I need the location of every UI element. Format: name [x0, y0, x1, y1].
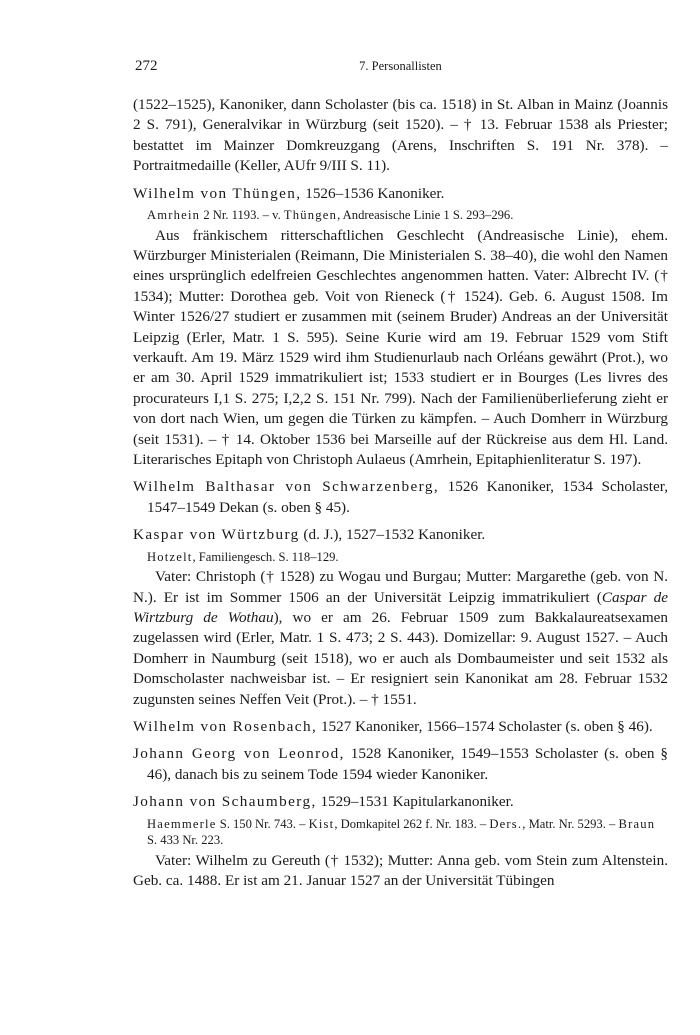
page-number: 272: [135, 58, 158, 74]
entry-heading: [133, 525, 668, 545]
page-header: [133, 58, 668, 80]
entry-heading: [133, 184, 668, 204]
person-name: Wilhelm Balthasar von Schwarzenberg,: [133, 478, 440, 496]
literature-author: Kist: [308, 816, 335, 831]
person-name: Wilhelm von Rosenbach,: [133, 717, 318, 735]
literature-author: Ders.: [489, 816, 523, 831]
entry-summary: 1529–1531 Kapitularkanoniker.: [316, 793, 514, 811]
biography-paragraph: [133, 851, 668, 892]
entry-summary: 1526 Kanoniker, 1534 Scholaster, 1547–1549 Dekan (s. oben § 45).: [147, 478, 668, 516]
continued-paragraph: (1522–1525), Kanoniker, dann Scholaster (bis ca. 1518) in St. Alban in Mainz (Joannis 2 S. 791), Generalvikar in Würzburg (seit 1520). – † 13. Februar 1538 als Priester; bestattet im Mainzer Domkreuzgang (Arens, Inschriften S. 191 Nr. 378). – Portraitmedaille (Keller, AUfr 9/III S. 11).: [133, 96, 668, 175]
literature-line: [133, 207, 668, 224]
entry-heading: [133, 717, 668, 737]
literature-author: Braun: [618, 816, 656, 831]
person-entry: [133, 717, 668, 737]
entry-summary: 1527 Kanoniker, 1566–1574 Scholaster (s. oben § 46).: [317, 717, 653, 735]
entry-summary: (d. J.), 1527–1532 Kanoniker.: [299, 526, 486, 544]
literature-line: [133, 816, 668, 849]
literature-reference: , Matr. Nr. 5293. –: [522, 816, 619, 831]
literature-author: Haemmerle: [147, 816, 217, 831]
literature-author: Amrhein: [147, 208, 201, 223]
paragraph-text: Aus fränkischem ritterschaftlichen Geschlecht (Andreasische Linie), ehem. Würzburger Ministerialen (Reimann, Die Ministerialen S. 38–40), die wohl den Namen eines ursprünglich edelfreien Geschlechtes angenommen hatten. Vater: Albrecht IV. († 1534); Mutter: Dorothea geb. Voit von Rieneck († 1524). Geb. 6. August 1508. Im Winter 1526/27 studiert er zusammen mit (seinem Bruder) Andreas an der Universität Leipzig (Erler, Matr. 1 S. 595). Seine Kurie wird am 19. Februar 1529 vom Stift verkauft. Am 19. März 1529 wird ihm Studienurlaub nach Orléans gewährt (Prot.), wo er am 30. April 1529 immatrikuliert ist; 1533 studiert er in Bourges (Les livres des procurateurs I,1 S. 275; I,2,2 S. 151 Nr. 799). Nach der Familienüberlieferung zieht er von dort nach Wien, um gegen die Türken zu kämpfen. – Auch Domherr in Würzburg (seit 1531). – † 14. Oktober 1536 bei Marseille auf der Rückreise aus dem Hl. Land. Literarisches Epitaph von Christoph Aulaeus (Amrhein, Epitaphienliteratur S. 197).: [133, 226, 668, 468]
entry-heading: [133, 477, 668, 518]
literature-reference: , Familiengesch. S. 118–129.: [192, 549, 339, 564]
literature-reference: S. 433 Nr. 223.: [147, 833, 224, 848]
book-page: [133, 58, 668, 891]
literature-author: Hotzelt: [147, 549, 193, 564]
person-entry: [133, 525, 668, 710]
literature-reference: , Andreasische Linie 1 S. 293–296.: [337, 208, 514, 223]
person-entry: [133, 792, 668, 891]
entry-list: [133, 184, 668, 892]
literature-line: [133, 549, 668, 566]
page-body: [133, 95, 668, 891]
person-name: Kaspar von Würtzburg: [133, 526, 300, 544]
person-name: Johann von Schaumberg,: [133, 793, 317, 811]
italic-quote: Caspar de Wirtzburg de Wothau: [133, 588, 668, 626]
paragraph-text: Vater: Wilhelm zu Gereuth († 1532); Mutter: Anna geb. vom Stein zum Altenstein. Geb. ca. 1488. Er ist am 21. Januar 1527 an der Universität Tübingen: [133, 851, 668, 889]
biography-paragraph: [133, 226, 668, 471]
paragraph-text: ), wo er am 26. Februar 1509 zum Bakkalaureatsexamen zugelassen wird (Erler, Matr. 1 S. 473; 2 S. 443). Domizellar: 9. August 1527. – Auch Domherr in Naumburg (seit 1518), wo er auch als Dombaumeister und seit 1532 als Domscholaster nachweisbar ist. – Er resigniert sein Kanonikat am 28. Februar 1532 zugunsten seines Neffen Veit (Prot.). – † 1551.: [133, 608, 668, 708]
person-name: Johann Georg von Leonrod,: [133, 745, 345, 763]
entry-heading: [133, 792, 668, 812]
paragraph-text: Vater: Christoph († 1528) zu Wogau und Burgau; Mutter: Margarethe (geb. von N. N.). Er ist im Sommer 1506 an der Universität Leipzig immatrikuliert (: [133, 568, 668, 606]
person-name: Wilhelm von Thüngen,: [133, 184, 302, 202]
person-entry: [133, 184, 668, 471]
person-entry: [133, 744, 668, 785]
literature-reference: , Domkapitel 262 f. Nr. 183. –: [334, 816, 490, 831]
literature-reference: S. 150 Nr. 743. –: [216, 816, 309, 831]
entry-summary: 1528 Kanoniker, 1549–1553 Scholaster (s. oben § 46), danach bis zu seinem Tode 1594 wieder Kanoniker.: [147, 745, 669, 783]
entry-heading: [133, 744, 668, 785]
biography-paragraph: [133, 567, 668, 710]
running-title: 7. Personallisten: [359, 59, 442, 73]
person-entry: [133, 477, 668, 518]
literature-author: Thüngen: [283, 208, 338, 223]
literature-reference: 2 Nr. 1193. – v.: [200, 208, 284, 223]
entry-summary: 1526–1536 Kanoniker.: [301, 184, 445, 202]
